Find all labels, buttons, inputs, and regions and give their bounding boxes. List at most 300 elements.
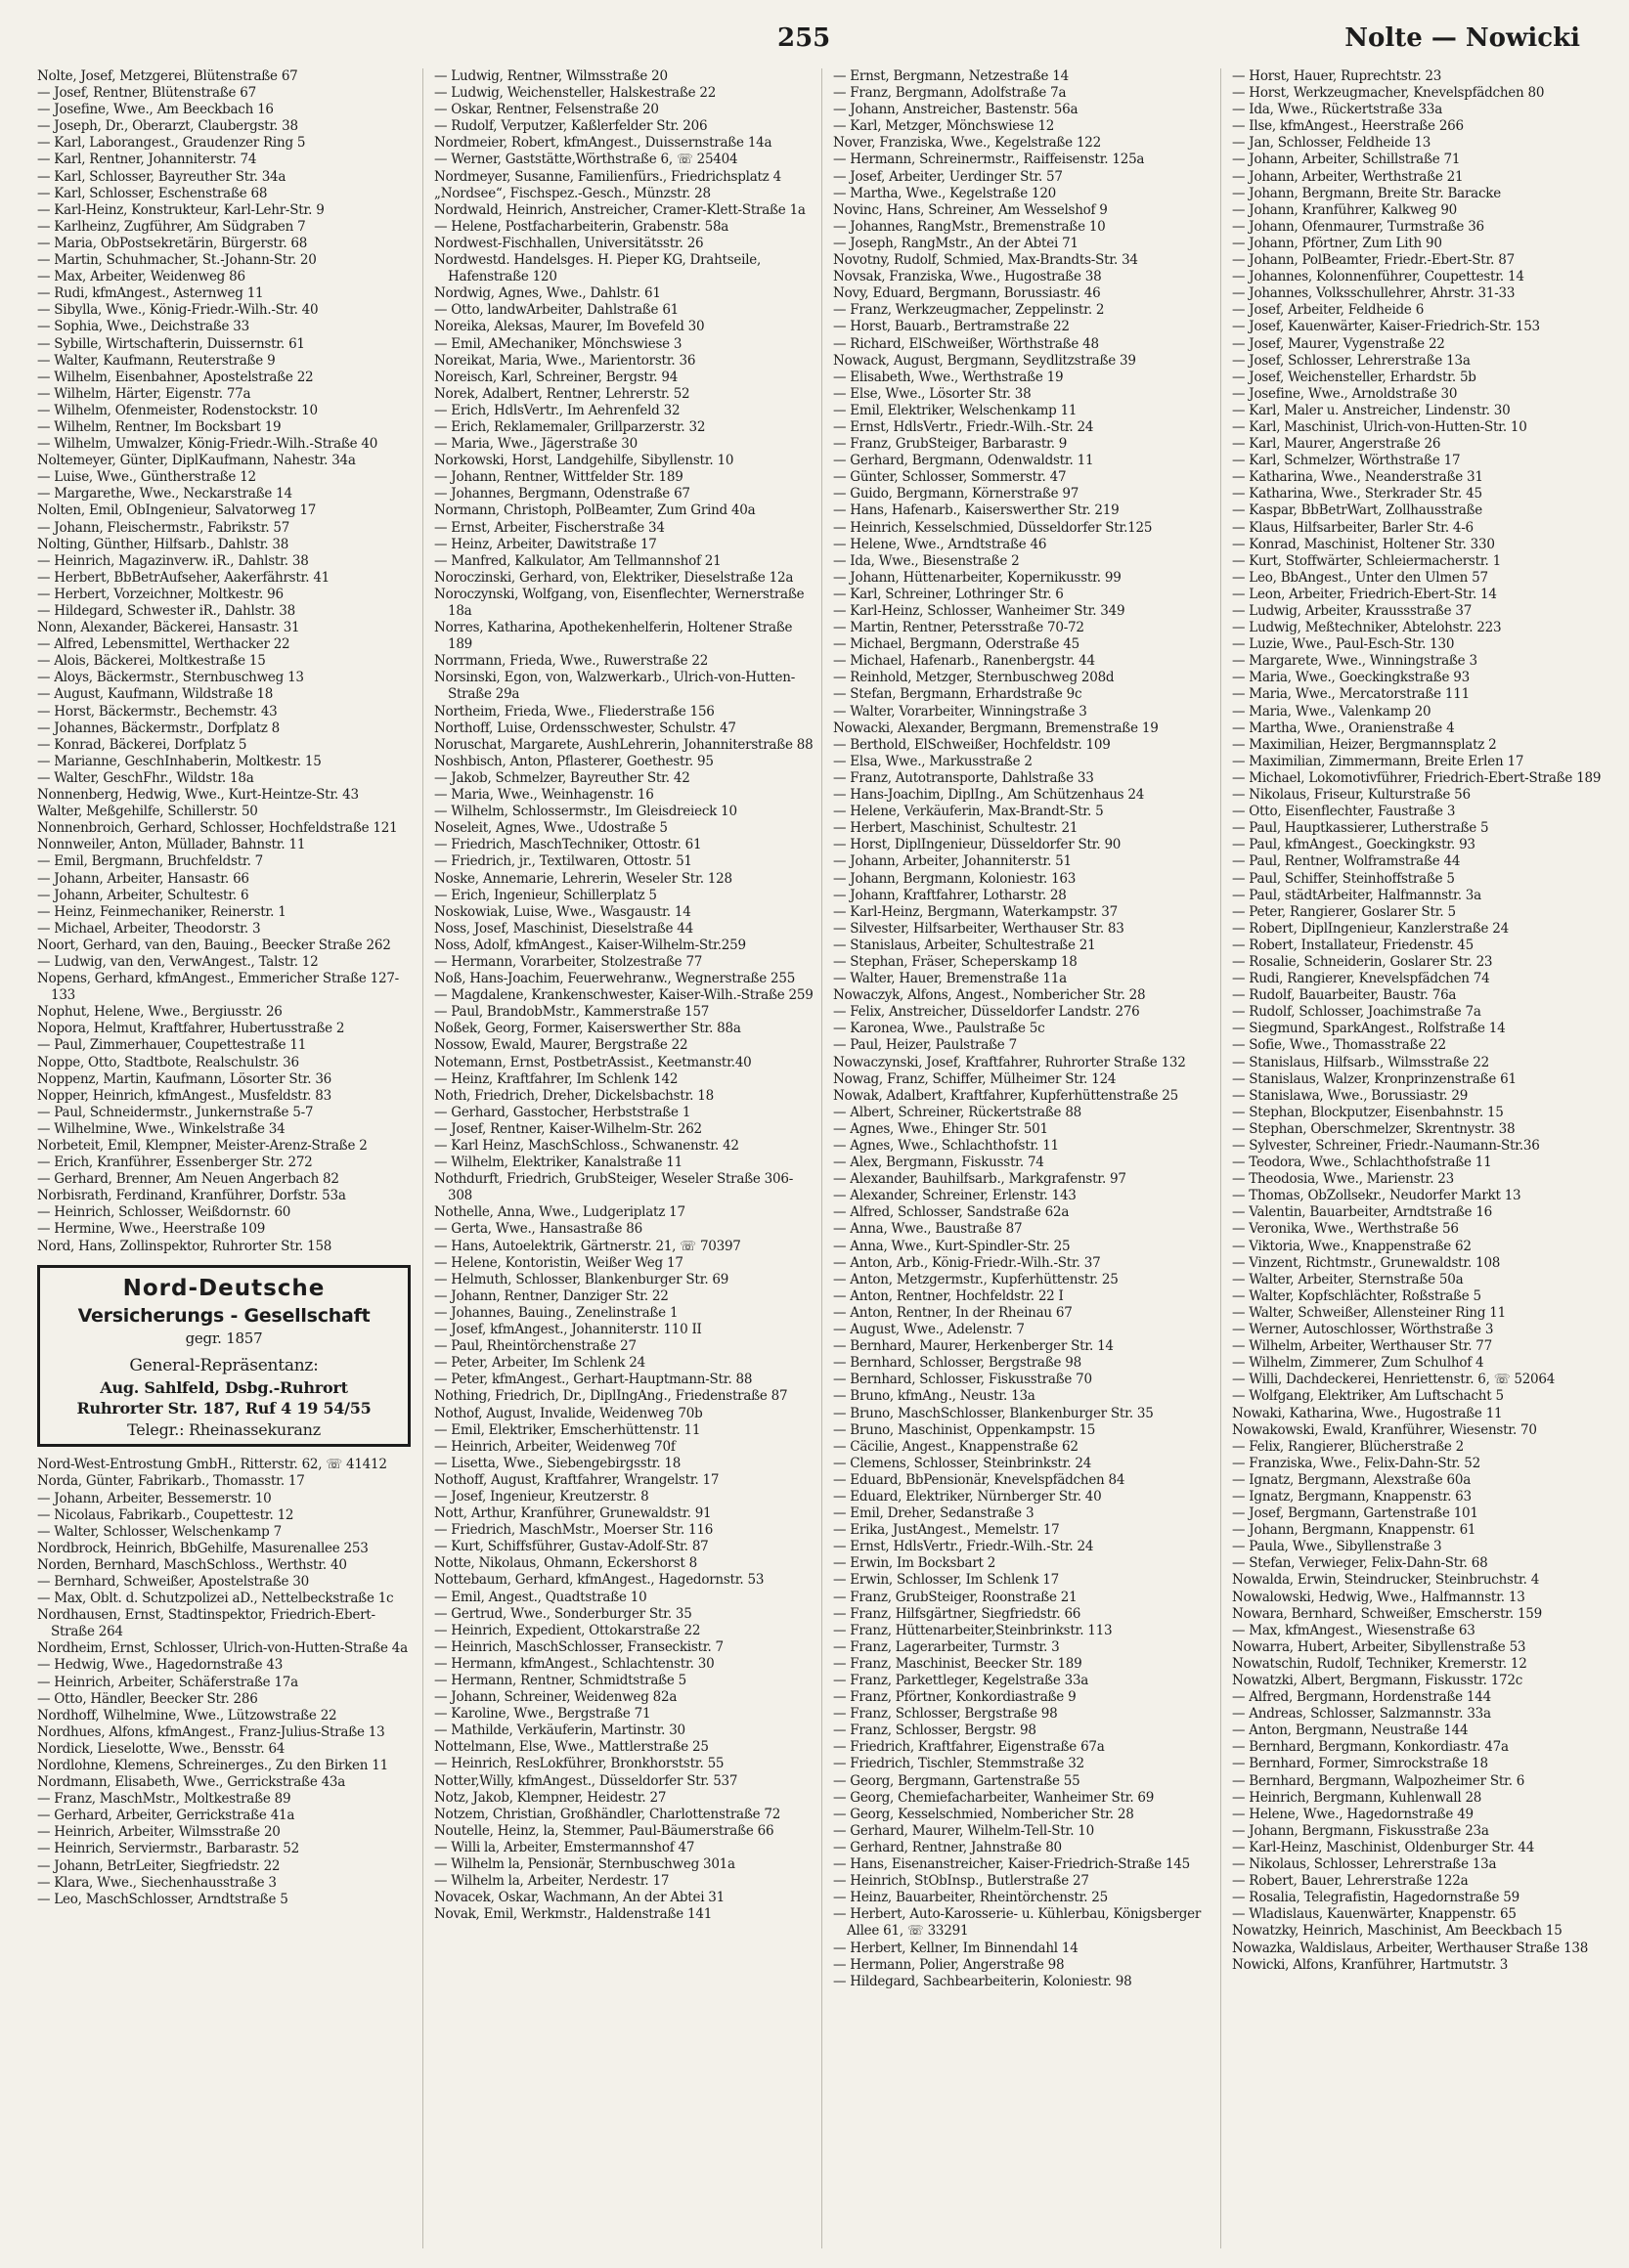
directory-entry: — Walter, Kaufmann, Reuterstraße 9: [37, 352, 276, 369]
directory-entry: — Johannes, RangMstr., Bremenstraße 10: [833, 218, 1106, 235]
directory-entry: Nothoff, August, Kraftfahrer, Wrangelstr. 17: [434, 1471, 720, 1488]
directory-entry: — Hedwig, Wwe., Hagedornstraße 43: [37, 1657, 284, 1674]
directory-entry: — Johannes, Volksschullehrer, Ahrstr. 31-33: [1232, 285, 1516, 302]
directory-entry: — Sofie, Wwe., Thomasstraße 22: [1232, 1037, 1446, 1054]
directory-entry: — Josef, Weichensteller, Erhardstr. 5b: [1232, 369, 1476, 385]
directory-entry: Walter, Meßgehilfe, Schillerstr. 50: [37, 804, 258, 820]
directory-entry: Nordwald, Heinrich, Anstreicher, Cramer-Klett-Straße 1a: [434, 201, 806, 218]
directory-entry: — Otto, Händler, Beecker Str. 286: [37, 1690, 258, 1707]
directory-entry: Nordmeyer, Susanne, Familienfürs., Friedrichsplatz 4: [434, 168, 781, 185]
directory-entry: — Heinrich, Serviermstr., Barbarastr. 52: [37, 1841, 299, 1857]
directory-entry: — Walter, Vorarbeiter, Winningstraße 3: [833, 703, 1087, 720]
directory-entry: — Maximilian, Heizer, Bergmannsplatz 2: [1232, 736, 1497, 753]
directory-entry: — Jakob, Schmelzer, Bayreuther Str. 42: [434, 769, 690, 786]
directory-entry: — Josef, Arbeiter, Uerdinger Str. 57: [833, 168, 1063, 185]
directory-entry: Novak, Emil, Werkmstr., Haldenstraße 141: [434, 1906, 713, 1923]
directory-entry: — Bernhard, Former, Simrockstraße 18: [1232, 1756, 1488, 1772]
directory-entry: — Berthold, ElSchweißer, Hochfeldstr. 109: [833, 736, 1111, 753]
directory-entry: Nopora, Helmut, Kraftfahrer, Hubertusstraße 2: [37, 1021, 345, 1037]
directory-entry: — Alexander, Schreiner, Erlenstr. 143: [833, 1188, 1077, 1204]
directory-entry: — Eduard, Elektriker, Nürnberger Str. 40: [833, 1488, 1102, 1505]
directory-entry: — Paul, Zimmerhauer, Coupettestraße 11: [37, 1037, 307, 1054]
directory-entry: — Margarete, Wwe., Winningstraße 3: [1232, 653, 1477, 670]
directory-entry: — Helene, Postfacharbeiterin, Grabenstr. 58a: [434, 218, 729, 235]
directory-entry: — Maria, Wwe., Jägerstraße 30: [434, 436, 638, 453]
directory-entry: Noppenz, Martin, Kaufmann, Lösorter Str. 36: [37, 1070, 332, 1087]
directory-entry: — Franz, Schlosser, Bergstr. 98: [833, 1723, 1036, 1739]
directory-entry: — Stanislaus, Walzer, Kronprinzenstraße 61: [1232, 1070, 1517, 1087]
directory-entry: — Heinrich, StObInsp., Butlerstraße 27: [833, 1873, 1089, 1890]
directory-entry: — Erich, Reklamemaler, Grillparzerstr. 32: [434, 418, 706, 435]
directory-entry: Nowicki, Alfons, Kranführer, Hartmutstr. 3: [1232, 1956, 1509, 1973]
directory-entry: Nolting, Günther, Hilfsarb., Dahlstr. 38: [37, 536, 289, 552]
directory-entry: Noth, Friedrich, Dreher, Dickelsbachstr. 18: [434, 1087, 714, 1104]
directory-entry: — Hermann, Rentner, Schmidtstraße 5: [434, 1673, 687, 1688]
directory-entry: — Guido, Bergmann, Körnerstraße 97: [833, 486, 1079, 502]
directory-entry: — Max, kfmAngest., Wiesenstraße 63: [1232, 1622, 1475, 1638]
directory-entry: — Ida, Wwe., Rückertstraße 33a: [1232, 102, 1443, 118]
directory-entry: — Maria, ObPostsekretärin, Bürgerstr. 68: [37, 235, 308, 251]
directory-entry: Noss, Adolf, kfmAngest., Kaiser-Wilhelm-Str.259: [434, 937, 746, 953]
directory-entry: — Johann, Kraftfahrer, Lotharstr. 28: [833, 887, 1067, 903]
directory-entry: — Franz, GrubSteiger, Roonstraße 21: [833, 1589, 1078, 1605]
directory-entry: — Bernhard, Bergmann, Walpozheimer Str. 6: [1232, 1772, 1525, 1789]
directory-entry: — Heinrich, Arbeiter, Weidenweg 70f: [434, 1438, 676, 1455]
directory-entry: — Margarethe, Wwe., Neckarstraße 14: [37, 486, 292, 502]
directory-entry: Nowalda, Erwin, Steindrucker, Steinbruchstr. 4: [1232, 1572, 1540, 1589]
directory-entry: — Stefan, Verwieger, Felix-Dahn-Str. 68: [1232, 1555, 1488, 1572]
directory-entry: Novinc, Hans, Schreiner, Am Wesselshof 9: [833, 201, 1108, 218]
directory-entry: — Michael, Bergmann, Oderstraße 45: [833, 636, 1079, 653]
directory-entry: — Nikolaus, Schlosser, Lehrerstraße 13a: [1232, 1856, 1497, 1873]
directory-entry: Nowaczyk, Alfons, Angest., Nombericher Str. 28: [833, 987, 1146, 1004]
directory-entry: Nolten, Emil, ObIngenieur, Salvatorweg 17: [37, 502, 317, 519]
directory-entry: — Stephan, Blockputzer, Eisenbahnstr. 15: [1232, 1104, 1504, 1120]
directory-entry: — Helmuth, Schlosser, Blankenburger Str. 69: [434, 1271, 729, 1287]
directory-entry: Nonnenbroich, Gerhard, Schlosser, Hochfeldstraße 121: [37, 820, 398, 837]
directory-entry: — Franz, Hilfsgärtner, Siegfriedstr. 66: [833, 1605, 1081, 1622]
directory-entry: — Rudi, Rangierer, Knevelspfädchen 74: [1232, 971, 1490, 987]
directory-entry: — Karlheinz, Zugführer, Am Südgraben 7: [37, 218, 306, 235]
directory-entry: — Clemens, Schlosser, Steinbrinkstr. 24: [833, 1455, 1092, 1471]
directory-entry: — Josef, Schlosser, Lehrerstraße 13a: [1232, 352, 1471, 369]
directory-entry: — Silvester, Hilfsarbeiter, Werthauser Str. 83: [833, 920, 1124, 937]
directory-entry: — Franz, Werkzeugmacher, Zeppelinstr. 2: [833, 302, 1105, 319]
directory-entry: — Katharina, Wwe., Sterkrader Str. 45: [1232, 486, 1482, 502]
directory-entry: — Veronika, Wwe., Werthstraße 56: [1232, 1221, 1459, 1238]
directory-entry: — Hermann, kfmAngest., Schlachtenstr. 30: [434, 1655, 715, 1672]
directory-entry: — Elisabeth, Wwe., Werthstraße 19: [833, 369, 1064, 385]
directory-entry: Nordheim, Ernst, Schlosser, Ulrich-von-Hutten-Straße 4a: [37, 1640, 408, 1657]
directory-entry: — Martha, Wwe., Kegelstraße 120: [833, 185, 1056, 201]
directory-entry: — Johann, Schreiner, Weidenweg 82a: [434, 1689, 678, 1706]
directory-entry: — Ludwig, Weichensteller, Halskestraße 22: [434, 85, 717, 102]
directory-entry: — Emil, AMechaniker, Mönchswiese 3: [434, 335, 682, 352]
directory-entry: — Gerhard, Rentner, Jahnstraße 80: [833, 1839, 1062, 1855]
directory-entry: Norrmann, Frieda, Wwe., Ruwerstraße 22: [434, 653, 709, 670]
directory-entry: — Ludwig, van den, VerwAngest., Talstr. 12: [37, 953, 319, 970]
directory-entry: — Franz, Parkettleger, Kegelstraße 33a: [833, 1673, 1089, 1688]
directory-entry: Norbeteit, Emil, Klempner, Meister-Arenz-Straße 2: [37, 1138, 368, 1154]
directory-entry: — Eduard, BbPensionär, Knevelspfädchen 84: [833, 1471, 1125, 1488]
directory-entry: — Herbert, Auto-Karosserie- u. Kühlerbau, Königsberger Allee 61, ☏ 33291: [833, 1906, 1202, 1940]
directory-entry: — Stephan, Fräser, Scheperskamp 18: [833, 953, 1078, 970]
directory-entry: Noreika, Aleksas, Maurer, Im Bovefeld 30: [434, 319, 705, 335]
directory-entry: — Mathilde, Verkäuferin, Martinstr. 30: [434, 1723, 685, 1739]
directory-entry: — Felix, Anstreicher, Düsseldorfer Landstr. 276: [833, 1004, 1140, 1021]
directory-entry: — Gerta, Wwe., Hansastraße 86: [434, 1221, 642, 1238]
insurance-advertisement: [37, 1265, 411, 1448]
directory-entry: — Peter, Arbeiter, Im Schlenk 24: [434, 1355, 645, 1372]
directory-entry: — Rudolf, Verputzer, Kaßlerfelder Str. 206: [434, 118, 708, 135]
directory-entry: — Walter, GeschFhr., Wildstr. 18a: [37, 769, 254, 786]
directory-entry: — Teodora, Wwe., Schlachthofstraße 11: [1232, 1155, 1492, 1171]
directory-entry: — Heinrich, Magazinverw. iR., Dahlstr. 38: [37, 552, 309, 569]
directory-entry: — Franz, Autotransporte, Dahlstraße 33: [833, 769, 1094, 786]
directory-entry: — Heinz, Bauarbeiter, Rheintörchenstr. 25: [833, 1890, 1108, 1906]
directory-entry: — Horst, Bauarb., Bertramstraße 22: [833, 319, 1070, 335]
directory-entry: — Otto, landwArbeiter, Dahlstraße 61: [434, 302, 680, 319]
directory-entry: Nowatzki, Albert, Bergmann, Fiskusstr. 172c: [1232, 1673, 1523, 1688]
directory-entry: Noppe, Otto, Stadtbote, Realschulstr. 36: [37, 1054, 299, 1070]
directory-entry: Nowarra, Hubert, Arbeiter, Sibyllenstraße 53: [1232, 1638, 1526, 1655]
directory-entry: — Kaspar, BbBetrWart, Zollhausstraße: [1232, 502, 1483, 519]
directory-entry: — Ernst, HdlsVertr., Friedr.-Wilh.-Str. 24: [833, 418, 1094, 435]
directory-entry: — Ernst, Bergmann, Netzestraße 14: [833, 68, 1069, 84]
directory-entry: — Paula, Wwe., Sibyllenstraße 3: [1232, 1539, 1442, 1555]
directory-entry: Nordick, Lieselotte, Wwe., Bensstr. 64: [37, 1740, 286, 1757]
directory-entry: — Ilse, kfmAngest., Heerstraße 266: [1232, 118, 1464, 135]
directory-entry: Northeim, Frieda, Wwe., Fliederstraße 156: [434, 703, 715, 720]
directory-entry: — Heinrich, Expedient, Ottokarstraße 22: [434, 1622, 701, 1638]
directory-entry: — Erwin, Schlosser, Im Schlenk 17: [833, 1572, 1059, 1589]
directory-entry: Norsinski, Egon, von, Walzwerkarb., Ulrich-von-Hutten-Straße 29a: [434, 670, 796, 703]
directory-entry: — Stanislaus, Arbeiter, Schultestraße 21: [833, 937, 1096, 953]
directory-entry: — Johann, Arbeiter, Werthstraße 21: [1232, 168, 1464, 185]
directory-entry: — Hans-Joachim, DiplIng., Am Schützenhaus 24: [833, 787, 1145, 804]
directory-entry: — Michael, Hafenarb., Ranenbergstr. 44: [833, 653, 1095, 670]
directory-entry: Nottelmann, Else, Wwe., Mattlerstraße 25: [434, 1739, 709, 1756]
directory-entry: — Manfred, Kalkulator, Am Tellmannshof 21: [434, 552, 722, 569]
directory-entry: — Joseph, Dr., Oberarzt, Claubergstr. 38: [37, 118, 298, 135]
directory-entry: — Wilhelm, Zimmerer, Zum Schulhof 4: [1232, 1355, 1484, 1372]
directory-entry: — Karl-Heinz, Schlosser, Wanheimer Str. 349: [833, 603, 1125, 619]
directory-entry: — Michael, Arbeiter, Theodorstr. 3: [37, 920, 261, 937]
directory-entry: — Emil, Dreher, Sedanstraße 3: [833, 1505, 1035, 1522]
directory-entry: — Robert, DiplIngenieur, Kanzlerstraße 24: [1232, 920, 1509, 937]
directory-entry: Nothof, August, Invalide, Weidenweg 70b: [434, 1405, 703, 1421]
directory-entry: — Franz, Schlosser, Bergstraße 98: [833, 1706, 1058, 1723]
column-divider: [1220, 68, 1221, 2248]
directory-entry: — Johann, Arbeiter, Schultestr. 6: [37, 887, 249, 903]
directory-entry: — Johann, Rentner, Danziger Str. 22: [434, 1287, 669, 1304]
directory-entry: Noß, Hans-Joachim, Feuerwehranw., Wegnerstraße 255: [434, 971, 796, 987]
directory-entry: — Gerhard, Bergmann, Odenwaldstr. 11: [833, 453, 1094, 469]
directory-entry: Northoff, Luise, Ordensschwester, Schulstr. 47: [434, 720, 736, 736]
directory-entry: — Bernhard, Schlosser, Fiskusstraße 70: [833, 1372, 1092, 1388]
directory-entry: Notz, Jakob, Klempner, Heidestr. 27: [434, 1789, 667, 1806]
directory-entry: — Rosalia, Telegrafistin, Hagedornstraße 59: [1232, 1890, 1519, 1906]
directory-entry: — Johann, Bergmann, Koloniestr. 163: [833, 870, 1077, 887]
directory-entry: — Horst, Werkzeugmacher, Knevelspfädchen 80: [1232, 85, 1545, 102]
directory-entry: Normann, Christoph, PolBeamter, Zum Grind 40a: [434, 502, 756, 519]
directory-entry: — Paul, Schiffer, Steinhoffstraße 5: [1232, 870, 1455, 887]
directory-entry: Noskowiak, Luise, Wwe., Wasgaustr. 14: [434, 903, 691, 920]
directory-entry: — Heinrich, Arbeiter, Schäferstraße 17a: [37, 1674, 298, 1690]
directory-entry: — Bruno, MaschSchlosser, Blankenburger Str. 35: [833, 1405, 1154, 1421]
directory-entry: — Aloys, Bäckermstr., Sternbuschweg 13: [37, 670, 304, 686]
directory-entry: — Helene, Kontoristin, Weißer Weg 17: [434, 1254, 683, 1271]
directory-entry: — Karl, Laborangest., Graudenzer Ring 5: [37, 135, 306, 152]
directory-entry: — Karl-Heinz, Bergmann, Waterkampstr. 37: [833, 903, 1118, 920]
directory-entry: Noruschat, Margarete, AushLehrerin, Johanniterstraße 88: [434, 736, 814, 753]
directory-entry: Nowara, Bernhard, Schweißer, Emscherstr. 159: [1232, 1605, 1542, 1622]
directory-entry: Nowack, August, Bergmann, Seydlitzstraße 39: [833, 352, 1136, 369]
directory-entry: — Andreas, Schlosser, Salzmannstr. 33a: [1232, 1706, 1491, 1723]
directory-entry: — Friedrich, Tischler, Stemmstraße 32: [833, 1756, 1084, 1772]
directory-entry: — Karoline, Wwe., Bergstraße 71: [434, 1706, 651, 1723]
directory-entry: — Josef, Bergmann, Gartenstraße 101: [1232, 1505, 1478, 1522]
directory-entry: — Heinrich, Schlosser, Weißdornstr. 60: [37, 1204, 291, 1221]
directory-entry: Nowag, Franz, Schiffer, Mülheimer Str. 124: [833, 1070, 1117, 1087]
directory-entry: — Leo, MaschSchlosser, Arndtstraße 5: [37, 1891, 288, 1907]
directory-entry: — Rudolf, Bauarbeiter, Baustr. 76a: [1232, 987, 1457, 1004]
directory-entry: — Karl-Heinz, Konstrukteur, Karl-Lehr-Str. 9: [37, 201, 325, 218]
directory-entry: — Wolfgang, Elektriker, Am Luftschacht 5: [1232, 1388, 1504, 1405]
directory-entry: — Friedrich, Kraftfahrer, Eigenstraße 67a: [833, 1739, 1105, 1756]
directory-entry: — Agnes, Wwe., Schlachthofstr. 11: [833, 1138, 1059, 1154]
directory-entry: Nordmeier, Robert, kfmAngest., Duissernstraße 14a: [434, 135, 772, 152]
directory-entry: — Karl, Maschinist, Ulrich-von-Hutten-Str. 10: [1232, 418, 1527, 435]
directory-entry: — Heinrich, Arbeiter, Wilmsstraße 20: [37, 1824, 281, 1841]
directory-entry: — Wilhelm, Ofenmeister, Rodenstockstr. 10: [37, 402, 318, 418]
ad-company-name: Nord-Deutsche: [122, 1275, 326, 1301]
directory-entry: — Otto, Eisenflechter, Faustraße 3: [1232, 804, 1456, 820]
directory-entry: — Maria, Wwe., Weinhagenstr. 16: [434, 787, 654, 804]
directory-entry: — Horst, Hauer, Ruprechtstr. 23: [1232, 68, 1442, 84]
directory-entry: Nordlohne, Klemens, Schreinerges., Zu den Birken 11: [37, 1758, 388, 1773]
directory-entry: — Karl, Schlosser, Bayreuther Str. 34a: [37, 168, 286, 185]
directory-entry: — Paul, Hauptkassierer, Lutherstraße 5: [1232, 820, 1489, 837]
page-number: 255: [777, 23, 831, 53]
directory-entry: — Paul, kfmAngest., Goeckingkstr. 93: [1232, 837, 1475, 853]
directory-entry: — Klara, Wwe., Siechenhausstraße 3: [37, 1874, 277, 1891]
directory-entry: — Leon, Arbeiter, Friedrich-Ebert-Str. 14: [1232, 586, 1497, 602]
directory-entry: Notte, Nikolaus, Ohmann, Eckershorst 8: [434, 1555, 697, 1572]
directory-entry: — Gerhard, Brenner, Am Neuen Angerbach 82: [37, 1171, 339, 1188]
directory-entry: — Sophia, Wwe., Deichstraße 33: [37, 319, 249, 335]
directory-entry: — Werner, Gaststätte,Wörthstraße 6, ☏ 25404: [434, 152, 738, 168]
directory-entry: — Herbert, Vorzeichner, Moltkestr. 96: [37, 586, 284, 602]
directory-entry: — Josef, Ingenieur, Kreutzerstr. 8: [434, 1488, 649, 1505]
directory-entry: — Gertrud, Wwe., Sonderburger Str. 35: [434, 1605, 692, 1622]
directory-entry: — Sylvester, Schreiner, Friedr.-Naumann-Str.36: [1232, 1138, 1540, 1154]
directory-entry: — Erika, JustAngest., Memelstr. 17: [833, 1522, 1060, 1539]
directory-entry: — Hermine, Wwe., Heerstraße 109: [37, 1221, 266, 1238]
directory-entry: — Stanislawa, Wwe., Borussiastr. 29: [1232, 1087, 1469, 1104]
directory-entry: — Karl, Metzger, Mönchswiese 12: [833, 118, 1055, 135]
directory-entry: — Franz, Maschinist, Beecker Str. 189: [833, 1655, 1082, 1672]
directory-entry: — Johann, Fleischermstr., Fabrikstr. 57: [37, 519, 290, 536]
directory-entry: Nowalowski, Hedwig, Wwe., Halfmannstr. 13: [1232, 1589, 1525, 1605]
directory-entry: — Paul, städtArbeiter, Halfmannstr. 3a: [1232, 887, 1481, 903]
directory-entry: — August, Wwe., Adelenstr. 7: [833, 1322, 1025, 1338]
directory-entry: — Franz, Bergmann, Adolfstraße 7a: [833, 85, 1067, 102]
directory-entry: — Willi, Dachdeckerei, Henriettenstr. 6, ☏ 52064: [1232, 1372, 1556, 1388]
directory-entry: — Konrad, Bäckerei, Dorfplatz 5: [37, 736, 247, 753]
directory-entry: Nord-West-Entrostung GmbH., Ritterstr. 62, ☏ 41412: [37, 1457, 387, 1473]
directory-entry: — Alfred, Bergmann, Hordenstraße 144: [1232, 1689, 1491, 1706]
directory-entry: — Johann, Bergmann, Fiskusstraße 23a: [1232, 1822, 1489, 1839]
directory-entry: — Josef, Rentner, Blütenstraße 67: [37, 85, 256, 102]
directory-entry: — Agnes, Wwe., Ehinger Str. 501: [833, 1120, 1048, 1137]
directory-entry: — Johann, Kranführer, Kalkweg 90: [1232, 201, 1457, 218]
directory-entry: Norkowski, Horst, Landgehilfe, Sibyllenstr. 10: [434, 453, 734, 469]
directory-entry: — Wilhelm, Umwalzer, König-Friedr.-Wilh.-Straße 40: [37, 436, 378, 453]
directory-entry: — Else, Wwe., Lösorter Str. 38: [833, 385, 1032, 402]
directory-entry: — Hans, Eisenanstreicher, Kaiser-Friedrich-Straße 145: [833, 1856, 1190, 1873]
directory-entry: — Emil, Elektriker, Emscherhüttenstr. 11: [434, 1421, 701, 1438]
directory-entry: — Marianne, GeschInhaberin, Moltkestr. 15: [37, 753, 322, 769]
directory-entry: Nowacki, Alexander, Bergmann, Bremenstraße 19: [833, 720, 1159, 736]
directory-entry: — Ida, Wwe., Biesenstraße 2: [833, 552, 1020, 569]
directory-entry: — Maria, Wwe., Mercatorstraße 111: [1232, 686, 1470, 703]
directory-entry: — Karl Heinz, MaschSchloss., Schwanenstr. 42: [434, 1138, 739, 1154]
directory-entry: — Jan, Schlosser, Feldheide 13: [1232, 135, 1431, 152]
directory-entry: — Martin, Schuhmacher, St.-Johann-Str. 20: [37, 252, 317, 269]
directory-entry: Nowazka, Waldislaus, Arbeiter, Werthauser Straße 138: [1232, 1940, 1589, 1956]
directory-entry: — Walter, Arbeiter, Sternstraße 50a: [1232, 1271, 1464, 1287]
directory-entry: — Hermann, Vorarbeiter, Stolzestraße 77: [434, 953, 703, 970]
directory-entry: — Willi la, Arbeiter, Emstermannshof 47: [434, 1839, 695, 1855]
directory-entry: — Heinrich, ResLokführer, Bronkhorststr. 55: [434, 1756, 725, 1772]
directory-entry: Noltemeyer, Günter, DiplKaufmann, Nahestr. 34a: [37, 453, 356, 469]
directory-entry: — Karonea, Wwe., Paulstraße 5c: [833, 1021, 1045, 1037]
directory-entry: — Helene, Wwe., Arndtstraße 46: [833, 536, 1047, 552]
directory-entry: — Maria, Wwe., Valenkamp 20: [1232, 703, 1431, 720]
directory-entry: Nordhoff, Wilhelmine, Wwe., Lützowstraße 22: [37, 1707, 337, 1723]
directory-entry: — Bernhard, Maurer, Herkenberger Str. 14: [833, 1338, 1114, 1355]
directory-entry: — Anton, Metzgermstr., Kupferhüttenstr. 25: [833, 1271, 1119, 1287]
directory-entry: — Wladislaus, Kauenwärter, Knappenstr. 65: [1232, 1906, 1517, 1923]
directory-entry: — Siegmund, SparkAngest., Rolfstraße 14: [1232, 1021, 1506, 1037]
directory-entry: — Anton, Rentner, Hochfeldstr. 22 I: [833, 1287, 1064, 1304]
directory-entry: — Ludwig, Meßtechniker, Abtelohstr. 223: [1232, 620, 1502, 636]
directory-entry: — Paul, BrandobMstr., Kammerstraße 157: [434, 1004, 710, 1021]
directory-entry: — Heinz, Arbeiter, Dawitstraße 17: [434, 536, 657, 552]
directory-column-1: [37, 68, 418, 2256]
directory-entry: — Johann, Hüttenarbeiter, Kopernikusstr. 99: [833, 569, 1122, 586]
directory-entry: — Paul, Schneidermstr., Junkernstraße 5-7: [37, 1104, 314, 1120]
directory-entry: Nophut, Helene, Wwe., Bergiusstr. 26: [37, 1004, 283, 1021]
directory-entry: — Heinrich, Kesselschmied, Düsseldorfer Str.125: [833, 519, 1153, 536]
directory-entry: — Walter, Schweißer, Allensteiner Ring 11: [1232, 1304, 1506, 1321]
directory-entry: Nossow, Ewald, Maurer, Bergstraße 22: [434, 1037, 688, 1054]
directory-entry: Nordhues, Alfons, kfmAngest., Franz-Julius-Straße 13: [37, 1723, 385, 1740]
directory-entry: Nordwest-Fischhallen, Universitätsstr. 26: [434, 235, 704, 251]
ad-telegram: Telegr.: Rheinassekuranz: [127, 1419, 321, 1439]
directory-entry: — Hans, Autoelektrik, Gärtnerstr. 21, ☏ 70397: [434, 1238, 741, 1254]
directory-entry: — Vinzent, Richtmstr., Grunewaldstr. 108: [1232, 1254, 1501, 1271]
directory-entry: — Karl, Schlosser, Eschenstraße 68: [37, 185, 268, 201]
directory-entry: — Friedrich, MaschTechniker, Ottostr. 61: [434, 837, 702, 853]
directory-entry: — Karl, Schreiner, Lothringer Str. 6: [833, 586, 1064, 602]
directory-entry: — Ernst, HdlsVertr., Friedr.-Wilh.-Str. 24: [833, 1539, 1094, 1555]
directory-entry: — Wilhelm la, Pensionär, Sternbuschweg 301a: [434, 1856, 735, 1873]
directory-entry: Noroczynski, Wolfgang, von, Eisenflechter, Wernerstraße 18a: [434, 586, 805, 619]
directory-entry: Noss, Josef, Maschinist, Dieselstraße 44: [434, 920, 693, 937]
directory-entry: — Bernhard, Schweißer, Apostelstraße 30: [37, 1573, 309, 1590]
directory-entry: — Wilhelm, Rentner, Im Bocksbart 19: [37, 418, 282, 435]
directory-entry: Notter,Willy, kfmAngest., Düsseldorfer Str. 537: [434, 1772, 738, 1789]
directory-entry: — Franz, Hüttenarbeiter,Steinbrinkstr. 113: [833, 1622, 1113, 1638]
directory-entry: — Bernhard, Schlosser, Bergstraße 98: [833, 1355, 1081, 1372]
directory-entry: — Paul, Heizer, Paulstraße 7: [833, 1037, 1017, 1054]
directory-entry: — Peter, Rangierer, Goslarer Str. 5: [1232, 903, 1456, 920]
directory-entry: — Herbert, Maschinist, Schultestr. 21: [833, 820, 1079, 837]
directory-entry: — Josefine, Wwe., Arnoldstraße 30: [1232, 385, 1458, 402]
directory-entry: — Heinz, Feinmechaniker, Reinerstr. 1: [37, 903, 286, 920]
directory-entry: Norek, Adalbert, Rentner, Lehrerstr. 52: [434, 385, 690, 402]
directory-column-3: [833, 68, 1214, 2256]
directory-entry: Nowak, Adalbert, Kraftfahrer, Kupferhüttenstraße 25: [833, 1087, 1178, 1104]
directory-entry: — Heinrich, MaschSchlosser, Franseckistr. 7: [434, 1638, 724, 1655]
directory-entry: — Horst, Bäckermstr., Bechemstr. 43: [37, 703, 278, 720]
directory-entry: Noort, Gerhard, van den, Bauing., Beecker Straße 262: [37, 937, 391, 953]
directory-entry: — Georg, Bergmann, Gartenstraße 55: [833, 1772, 1080, 1789]
directory-entry: Nord, Hans, Zollinspektor, Ruhrorter Str. 158: [37, 1238, 332, 1254]
directory-entry: — Robert, Bauer, Lehrerstraße 122a: [1232, 1873, 1469, 1890]
directory-entry: Nowaczynski, Josef, Kraftfahrer, Ruhrorter Straße 132: [833, 1054, 1186, 1070]
directory-entry: — Nikolaus, Friseur, Kulturstraße 56: [1232, 787, 1471, 804]
directory-entry: — Wilhelm, Elektriker, Kanalstraße 11: [434, 1155, 682, 1171]
directory-entry: — Hans, Hafenarb., Kaiserswerther Str. 219: [833, 502, 1120, 519]
directory-entry: — Karl, Maler u. Anstreicher, Lindenstr. 30: [1232, 402, 1511, 418]
directory-entry: — Johann, Arbeiter, Johanniterstr. 51: [833, 853, 1072, 870]
directory-entry: — Franz, MaschMstr., Moltkestraße 89: [37, 1791, 291, 1808]
directory-entry: — Max, Oblt. d. Schutzpolizei aD., Nettelbeckstraße 1c: [37, 1591, 394, 1607]
ad-address: Ruhrorter Str. 187, Ruf 4 19 54/55: [76, 1399, 372, 1418]
directory-entry: Noseleit, Agnes, Wwe., Udostraße 5: [434, 820, 668, 837]
directory-entry: „Nordsee“, Fischspez.-Gesch., Münzstr. 28: [434, 185, 711, 201]
directory-entry: — Heinz, Kraftfahrer, Im Schlenk 142: [434, 1070, 679, 1087]
directory-entry: Norbisrath, Ferdinand, Kranführer, Dorfstr. 53a: [37, 1188, 346, 1204]
directory-entry: — Johann, Pförtner, Zum Lith 90: [1232, 235, 1442, 251]
directory-entry: — Konrad, Maschinist, Holtener Str. 330: [1232, 536, 1495, 552]
directory-entry: Nowaki, Katharina, Wwe., Hugostraße 11: [1232, 1405, 1503, 1421]
directory-entry: — Emil, Elektriker, Welschenkamp 11: [833, 402, 1078, 418]
directory-entry: Noshbisch, Anton, Pflasterer, Goethestr. 95: [434, 753, 714, 769]
directory-entry: — Reinhold, Metzger, Sternbuschweg 208d: [833, 670, 1115, 686]
directory-entry: — Rosalie, Schneiderin, Goslarer Str. 23: [1232, 953, 1493, 970]
directory-entry: — Ignatz, Bergmann, Alexstraße 60a: [1232, 1471, 1472, 1488]
ad-agency-label: General-Repräsentanz:: [129, 1355, 319, 1375]
directory-entry: Nowakowski, Ewald, Kranführer, Wiesenstr. 70: [1232, 1421, 1537, 1438]
directory-entry: Nothdurft, Friedrich, GrubSteiger, Weseler Straße 306-308: [434, 1171, 794, 1204]
directory-entry: — Katharina, Wwe., Neanderstraße 31: [1232, 469, 1483, 486]
directory-column-2: [434, 68, 815, 2256]
directory-entry: — Wilhelm la, Arbeiter, Nerdestr. 17: [434, 1873, 670, 1890]
directory-entry: Novacek, Oskar, Wachmann, An der Abtei 31: [434, 1890, 725, 1906]
directory-entry: — Erich, Ingenieur, Schillerplatz 5: [434, 887, 657, 903]
directory-entry: — Alfred, Lebensmittel, Werthacker 22: [37, 636, 290, 653]
directory-entry: — Paul, Rentner, Wolframstraße 44: [1232, 853, 1461, 870]
directory-entry: — Martin, Rentner, Petersstraße 70-72: [833, 620, 1084, 636]
directory-entry: — Cäcilie, Angest., Knappenstraße 62: [833, 1438, 1079, 1455]
directory-entry: Norda, Günter, Fabrikarb., Thomasstr. 17: [37, 1473, 305, 1490]
directory-entry: — Wilhelmine, Wwe., Winkelstraße 34: [37, 1120, 286, 1137]
column-divider: [821, 68, 822, 2248]
